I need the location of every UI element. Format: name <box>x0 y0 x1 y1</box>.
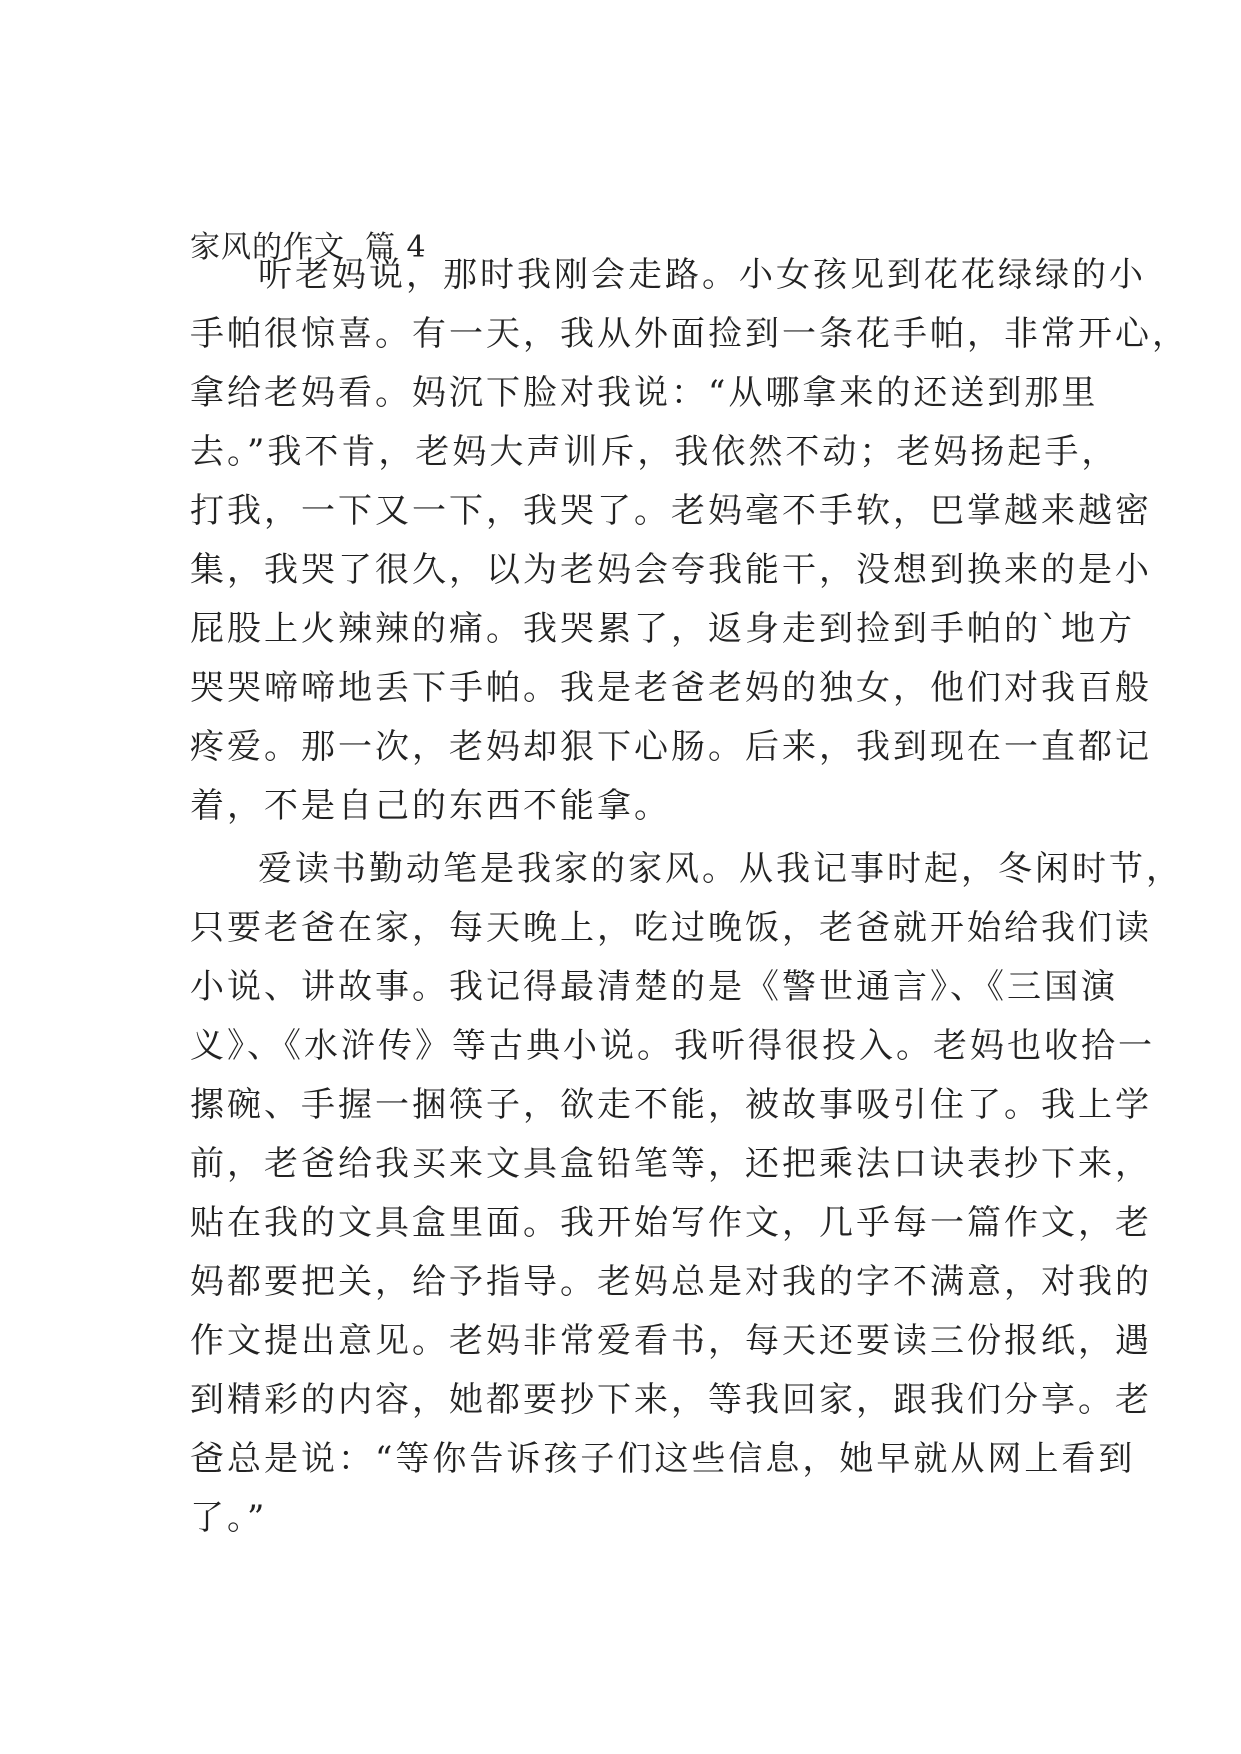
paragraph-line: 疼爱。那一次，老妈却狠下心肠。后来，我到现在一直都记 <box>190 727 1152 767</box>
paragraph-line: 前，老爸给我买来文具盒铅笔等，还把乘法口诀表抄下来， <box>190 1144 1152 1184</box>
paragraph-line: 去。”我不肯，老妈大声训斥，我依然不动；老妈扬起手， <box>190 432 1119 472</box>
paragraph-1 <box>190 246 1189 836</box>
paragraph-line: 爸总是说：“等你告诉孩子们这些信息，她早就从网上看到 <box>190 1439 1136 1479</box>
essay-title-suffix: 篇 4 <box>365 230 427 265</box>
paragraph-line: 只要老爸在家，每天晚上，吃过晚饭，老爸就开始给我们读 <box>190 908 1152 948</box>
paragraph-line: 屁股上火辣辣的痛。我哭累了，返身走到捡到手帕的`地方 <box>190 609 1135 649</box>
paragraph-line: 义》、《水浒传》等古典小说。我听得很投入。老妈也收拾一 <box>190 1026 1155 1066</box>
paragraph-line: 听老妈说，那时我刚会走路。小女孩见到花花绿绿的小 <box>258 255 1146 295</box>
paragraph-line: 着，不是自己的东西不能拿。 <box>190 786 671 826</box>
paragraph-line: 了。” <box>190 1498 268 1538</box>
paragraph-line: 妈都要把关，给予指导。老妈总是对我的字不满意，对我的 <box>190 1262 1152 1302</box>
paragraph-2 <box>190 840 1183 1548</box>
paragraph-line: 小说、讲故事。我记得最清楚的是《警世通言》、《三国演 <box>190 967 1118 1007</box>
paragraph-line: 爱读书勤动笔是我家的家风。从我记事时起，冬闲时节， <box>258 849 1183 889</box>
paragraph-line: 到精彩的内容，她都要抄下来，等我回家，跟我们分享。老 <box>190 1380 1152 1420</box>
paragraph-line: 拿给老妈看。妈沉下脸对我说：“从哪拿来的还送到那里 <box>190 373 1099 413</box>
essay-title-text: 家风的作文 <box>190 230 345 265</box>
paragraph-line: 集，我哭了很久，以为老妈会夸我能干，没想到换来的是小 <box>190 550 1152 590</box>
paragraph-line: 哭哭啼啼地丢下手帕。我是老爸老妈的独女，他们对我百般 <box>190 668 1152 708</box>
paragraph-line: 摞碗、手握一捆筷子，欲走不能，被故事吸引住了。我上学 <box>190 1085 1152 1125</box>
paragraph-line: 打我，一下又一下，我哭了。老妈毫不手软，巴掌越来越密 <box>190 491 1152 531</box>
paragraph-line: 贴在我的文具盒里面。我开始写作文，几乎每一篇作文，老 <box>190 1203 1152 1243</box>
paragraph-line: 手帕很惊喜。有一天，我从外面捡到一条花手帕，非常开心， <box>190 314 1189 354</box>
paragraph-line: 作文提出意见。老妈非常爱看书，每天还要读三份报纸，遇 <box>190 1321 1152 1361</box>
